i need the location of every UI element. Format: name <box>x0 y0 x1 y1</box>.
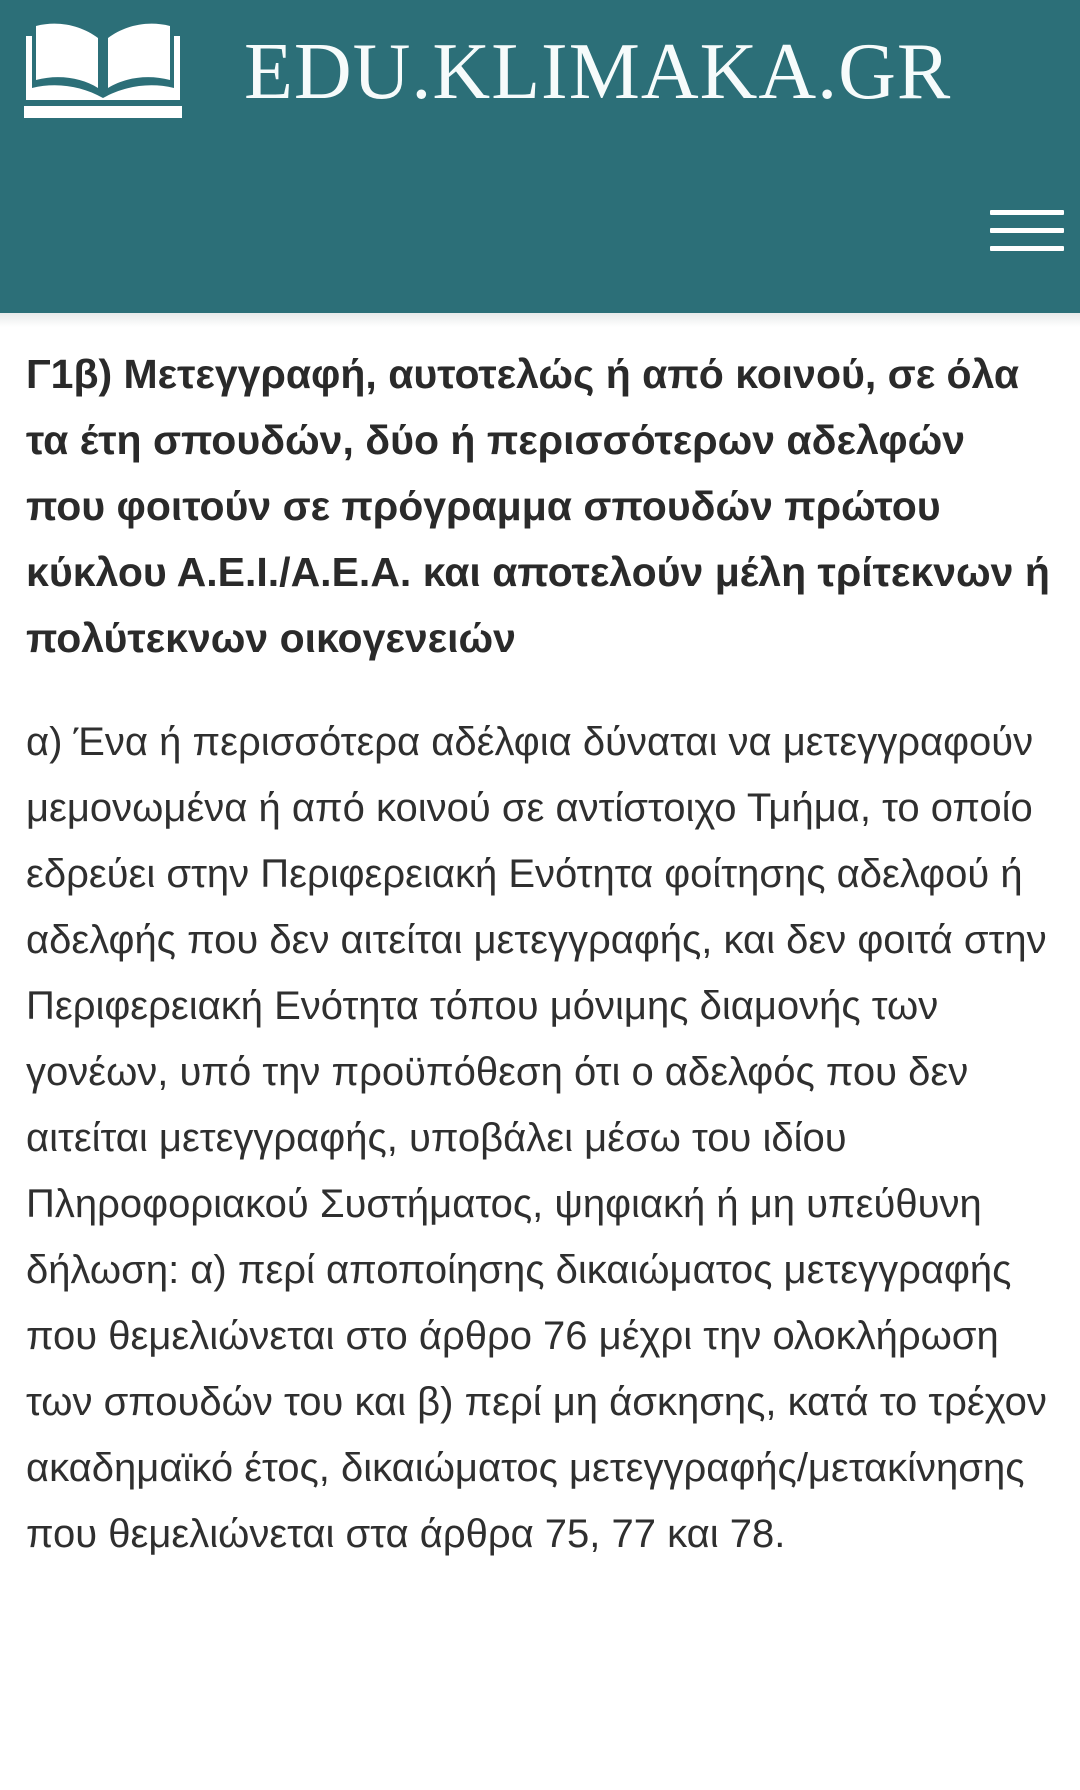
menu-bar <box>990 228 1064 233</box>
header-divider <box>0 313 1080 327</box>
article-paragraph: α) Ένα ή περισσότερα αδέλφια δύναται να μετεγγραφούν μεμονωμένα ή από κοινού σε αντίστοιχο Τμήμα, το οποίο εδρεύει στην Περιφερειακή Ενότητα φοίτησης αδελφού ή αδελφής που δεν αιτείται μετεγγραφής, και δεν φοιτά στην Περιφερειακή Ενότητα τόπου μόνιμης διαμονής των γονέων, υπό την προϋπόθεση ότι ο αδελφός που δεν αιτείται μετεγγραφής, υποβάλει μέσω του ιδίου Πληροφοριακού Συστήματος, ψηφιακή ή μη υπεύθυνη δήλωση: α) περί αποποίησης δικαιώματος μετεγγραφής που θεμελιώνεται στο άρθρο 76 μέχρι την ολοκλήρωση των σπουδών του και β) περί μη άσκησης, κατά το τρέχον ακαδημαϊκό έτος, δικαιώματος μετεγγραφής/μετακίνησης που θεμελιώνεται στα άρθρα 75, 77 και 78. <box>26 720 1047 1556</box>
article-content <box>0 341 1080 1567</box>
menu-bar <box>990 246 1064 251</box>
open-book-icon[interactable] <box>24 18 182 118</box>
site-header <box>0 0 1080 313</box>
site-title[interactable]: EDU.KLIMAKA.GR <box>244 28 952 116</box>
article-heading: Γ1β) Μετεγγραφή, αυτοτελώς ή από κοινού, σε όλα τα έτη σπουδών, δύο ή περισσότερων αδελφών που φοιτούν σε πρόγραμμα σπουδών πρώτου κύκλου Α.Ε.Ι./Α.Ε.Α. και αποτελούν μέλη τρίτεκνων ή πολύτεκνων οικογενειών <box>26 351 1050 661</box>
menu-bar <box>990 210 1064 215</box>
hamburger-menu-icon[interactable] <box>990 206 1064 256</box>
